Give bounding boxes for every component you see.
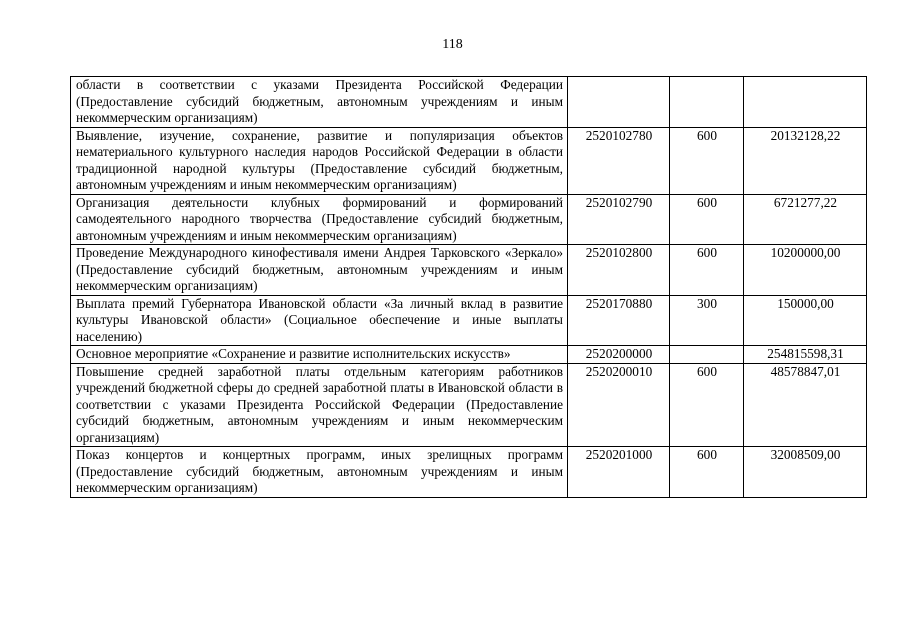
row-code-cell: 2520201000 xyxy=(568,447,670,498)
row-name-cell: Выявление, изучение, сохранение, развитие и популяризация объектов нематериального культурного наследия народов Российской Федерации в области традиционной народной культуры (Предоставление субсидий бюджетным, автономным учреждениям и иным некоммерческим организациям) xyxy=(71,127,568,194)
row-type-cell xyxy=(670,77,744,128)
row-code-cell: 2520102780 xyxy=(568,127,670,194)
row-type-cell: 600 xyxy=(670,245,744,296)
row-type-cell: 600 xyxy=(670,447,744,498)
row-type-cell: 300 xyxy=(670,295,744,346)
row-amount-cell: 6721277,22 xyxy=(744,194,867,245)
row-code-cell: 2520102790 xyxy=(568,194,670,245)
table-row xyxy=(71,194,867,245)
row-amount-cell: 32008509,00 xyxy=(744,447,867,498)
table-row xyxy=(71,77,867,128)
table-row xyxy=(71,363,867,447)
row-type-cell: 600 xyxy=(670,363,744,447)
row-name-cell: Показ концертов и концертных программ, иных зрелищных программ (Предоставление субсидий бюджетным, автономным учреждениям и иным некоммерческим организациям) xyxy=(71,447,568,498)
row-type-cell xyxy=(670,346,744,364)
row-name-cell: области в соответствии с указами Президента Российской Федерации (Предоставление субсидий бюджетным, автономным учреждениям и иным некоммерческим организациям) xyxy=(71,77,568,128)
table-row xyxy=(71,447,867,498)
row-code-cell xyxy=(568,77,670,128)
row-amount-cell: 48578847,01 xyxy=(744,363,867,447)
table-row xyxy=(71,346,867,364)
page-number: 118 xyxy=(442,37,463,52)
row-name-cell: Повышение средней заработной платы отдельным категориям работников учреждений бюджетной сферы до средней заработной платы в Ивановской области в соответствии с указами Президента Российской Федерации (Предоставление субсидий бюджетным, автономным учреждениям и иным некоммерческим организациям) xyxy=(71,363,568,447)
row-code-cell: 2520200000 xyxy=(568,346,670,364)
row-code-cell: 2520200010 xyxy=(568,363,670,447)
row-type-cell: 600 xyxy=(670,127,744,194)
row-amount-cell: 20132128,22 xyxy=(744,127,867,194)
row-name-cell: Основное мероприятие «Сохранение и развитие исполнительских искусств» xyxy=(71,346,568,364)
table-row xyxy=(71,295,867,346)
row-name-cell: Проведение Международного кинофестиваля имени Андрея Тарковского «Зеркало» (Предоставление субсидий бюджетным, автономным учреждениям и иным некоммерческим организациям) xyxy=(71,245,568,296)
table-row xyxy=(71,245,867,296)
row-name-cell: Выплата премий Губернатора Ивановской области «За личный вклад в развитие культуры Ивановской области» (Социальное обеспечение и иные выплаты населению) xyxy=(71,295,568,346)
row-amount-cell xyxy=(744,77,867,128)
budget-table xyxy=(70,76,867,498)
row-amount-cell: 254815598,31 xyxy=(744,346,867,364)
row-type-cell: 600 xyxy=(670,194,744,245)
table-row xyxy=(71,127,867,194)
row-code-cell: 2520170880 xyxy=(568,295,670,346)
row-amount-cell: 10200000,00 xyxy=(744,245,867,296)
row-amount-cell: 150000,00 xyxy=(744,295,867,346)
row-name-cell: Организация деятельности клубных формирований и формирований самодеятельного народного творчества (Предоставление субсидий бюджетным, автономным учреждениям и иным некоммерческим организациям) xyxy=(71,194,568,245)
row-code-cell: 2520102800 xyxy=(568,245,670,296)
